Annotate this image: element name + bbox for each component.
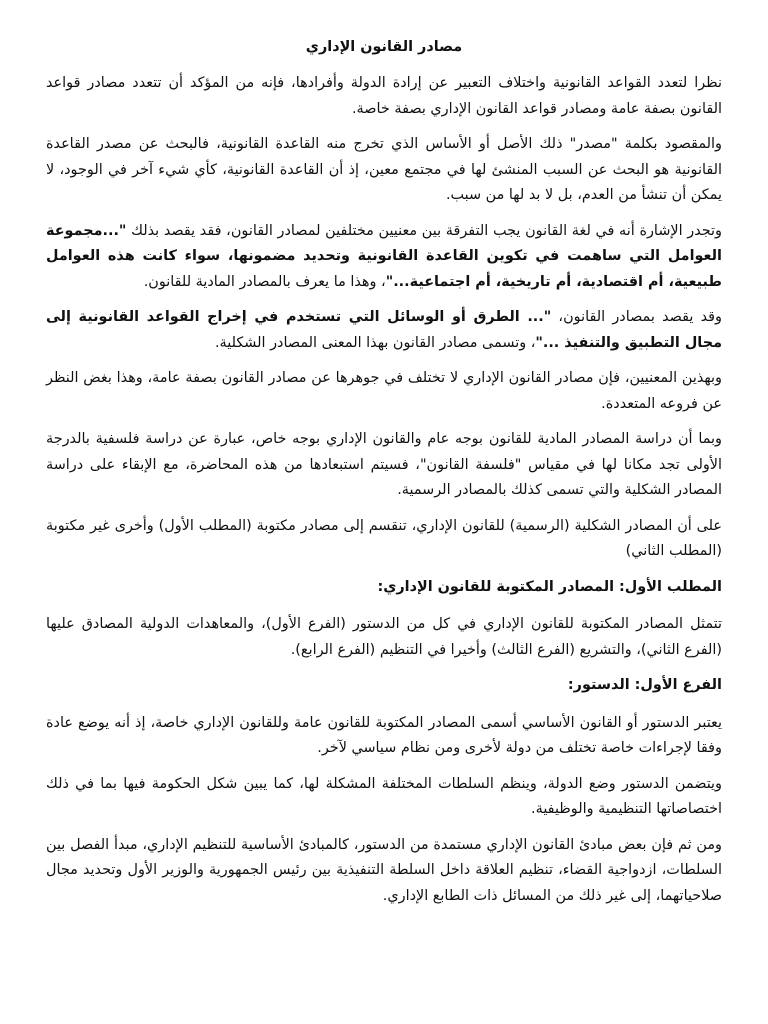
body-paragraph (46, 612, 722, 663)
section-heading (46, 673, 722, 699)
text-segment: وبما أن دراسة المصادر المادية للقانون بوجه عام والقانون الإداري بوجه خاص، عبارة عن دراسة فلسفية بالدرجة الأولى تجد مكانا لها في مقياس "فلسفة القانون"، فسيتم استبعادها من هذه المحاضرة، مع الإبقاء على دراسة المصادر الشكلية والتي تسمى كذلك بالمصادر الرسمية. (46, 431, 722, 498)
text-segment: على أن المصادر الشكلية (الرسمية) للقانون الإداري، تنقسم إلى مصادر مكتوبة (المطلب الأول) وأخرى غير مكتوبة (المطلب الثاني) (46, 517, 722, 559)
text-segment: وبهذين المعنيين، فإن مصادر القانون الإداري لا تختلف في جوهرها عن مصادر القانون بصفة عامة، وهذا بغض النظر عن فروعه المتعددة. (46, 370, 722, 412)
bold-text-segment: الفرع الأول: الدستور: (567, 677, 722, 693)
body-paragraph (46, 305, 722, 356)
body-paragraph (46, 514, 722, 565)
text-segment: ومن ثم فإن بعض مبادئ القانون الإداري مستمدة من الدستور، كالمبادئ الأساسية للتنظيم الإداري، مبدأ الفصل بين السلطات، ازدواجية القضاء، تنظيم العلاقة داخل السلطة التنفيذية بين رئيس الجمهورية والوزير الأول وتحديد مجال صلاحياتهما، إلى غير ذلك من المسائل ذات الطابع الإداري. (46, 836, 722, 904)
body-paragraph (46, 427, 722, 504)
bold-text-segment: "...مجموعة العوامل التي ساهمت في تكوين القاعدة القانونية وتحديد مضمونها، سواء كانت هذه العوامل طبيعية، أم اقتصادية، أم تاريخية، أم اجتماعية..." (46, 222, 722, 290)
document-body (46, 71, 722, 909)
body-paragraph (46, 366, 722, 417)
body-paragraph (46, 132, 722, 209)
text-segment: نظرا لتعدد القواعد القانونية واختلاف التعبير عن إرادة الدولة وأفرادها، فإنه من المؤكد أن تتعدد مصادر قواعد القانون بصفة عامة ومصادر قواعد القانون الإداري بصفة خاصة. (46, 75, 722, 117)
body-paragraph (46, 711, 722, 762)
body-paragraph (46, 71, 722, 122)
text-segment: والمقصود بكلمة "مصدر" ذلك الأصل أو الأساس الذي تخرج منه القاعدة القانونية، فالبحث عن مصدر القاعدة القانونية هو البحث عن السبب المنشئ لها في مجتمع معين، إذ أن القاعدة القانونية، كأي شيء آخر في الوجود، لا يمكن أن تنشأ من العدم، بل لا بد لها من سبب. (46, 136, 722, 203)
text-segment: تتمثل المصادر المكتوبة للقانون الإداري في كل من الدستور (الفرع الأول)، والمعاهدات الدولية المصادق عليها (الفرع الثاني)، والتشريع (الفرع الثالث) وأخيرا في التنظيم (الفرع الرابع). (46, 616, 722, 658)
text-segment: ، وهذا ما يعرف بالمصادر المادية للقانون. (143, 273, 386, 290)
body-paragraph (46, 219, 722, 296)
section-heading (46, 575, 722, 601)
document-title: مصادر القانون الإداري (305, 39, 463, 55)
text-segment: ويتضمن الدستور وضع الدولة، وينظم السلطات المختلفة المشكلة لها، كما يبين شكل الحكومة فيها بما في ذلك اختصاصاتها التنظيمية والوظيفية. (46, 775, 722, 817)
text-segment: وتجدر الإشارة أنه في لغة القانون يجب التفرقة بين معنيين مختلفين لمصادر القانون، فقد يقصد بذلك (126, 222, 722, 239)
text-segment: وقد يقصد بمصادر القانون، (551, 309, 722, 325)
bold-text-segment: المطلب الأول: المصادر المكتوبة للقانون الإداري: (377, 578, 722, 595)
text-segment: ، وتسمى مصادر القانون بهذا المعنى المصادر الشكلية. (214, 334, 536, 351)
text-segment: يعتبر الدستور أو القانون الأساسي أسمى المصادر المكتوبة للقانون عامة وللقانون الإداري خاصة، إذ أنه يوضع عادة وفقا لإجراءات خاصة تختلف من دولة لأخرى ومن نظام سياسي لآخر. (46, 714, 722, 756)
body-paragraph (46, 772, 722, 823)
bold-text-segment: "... الطرق أو الوسائل التي تستخدم في إخراج القواعد القانونية إلى مجال التطبيق والتنفيذ ..." (46, 309, 722, 351)
body-paragraph (46, 833, 722, 910)
